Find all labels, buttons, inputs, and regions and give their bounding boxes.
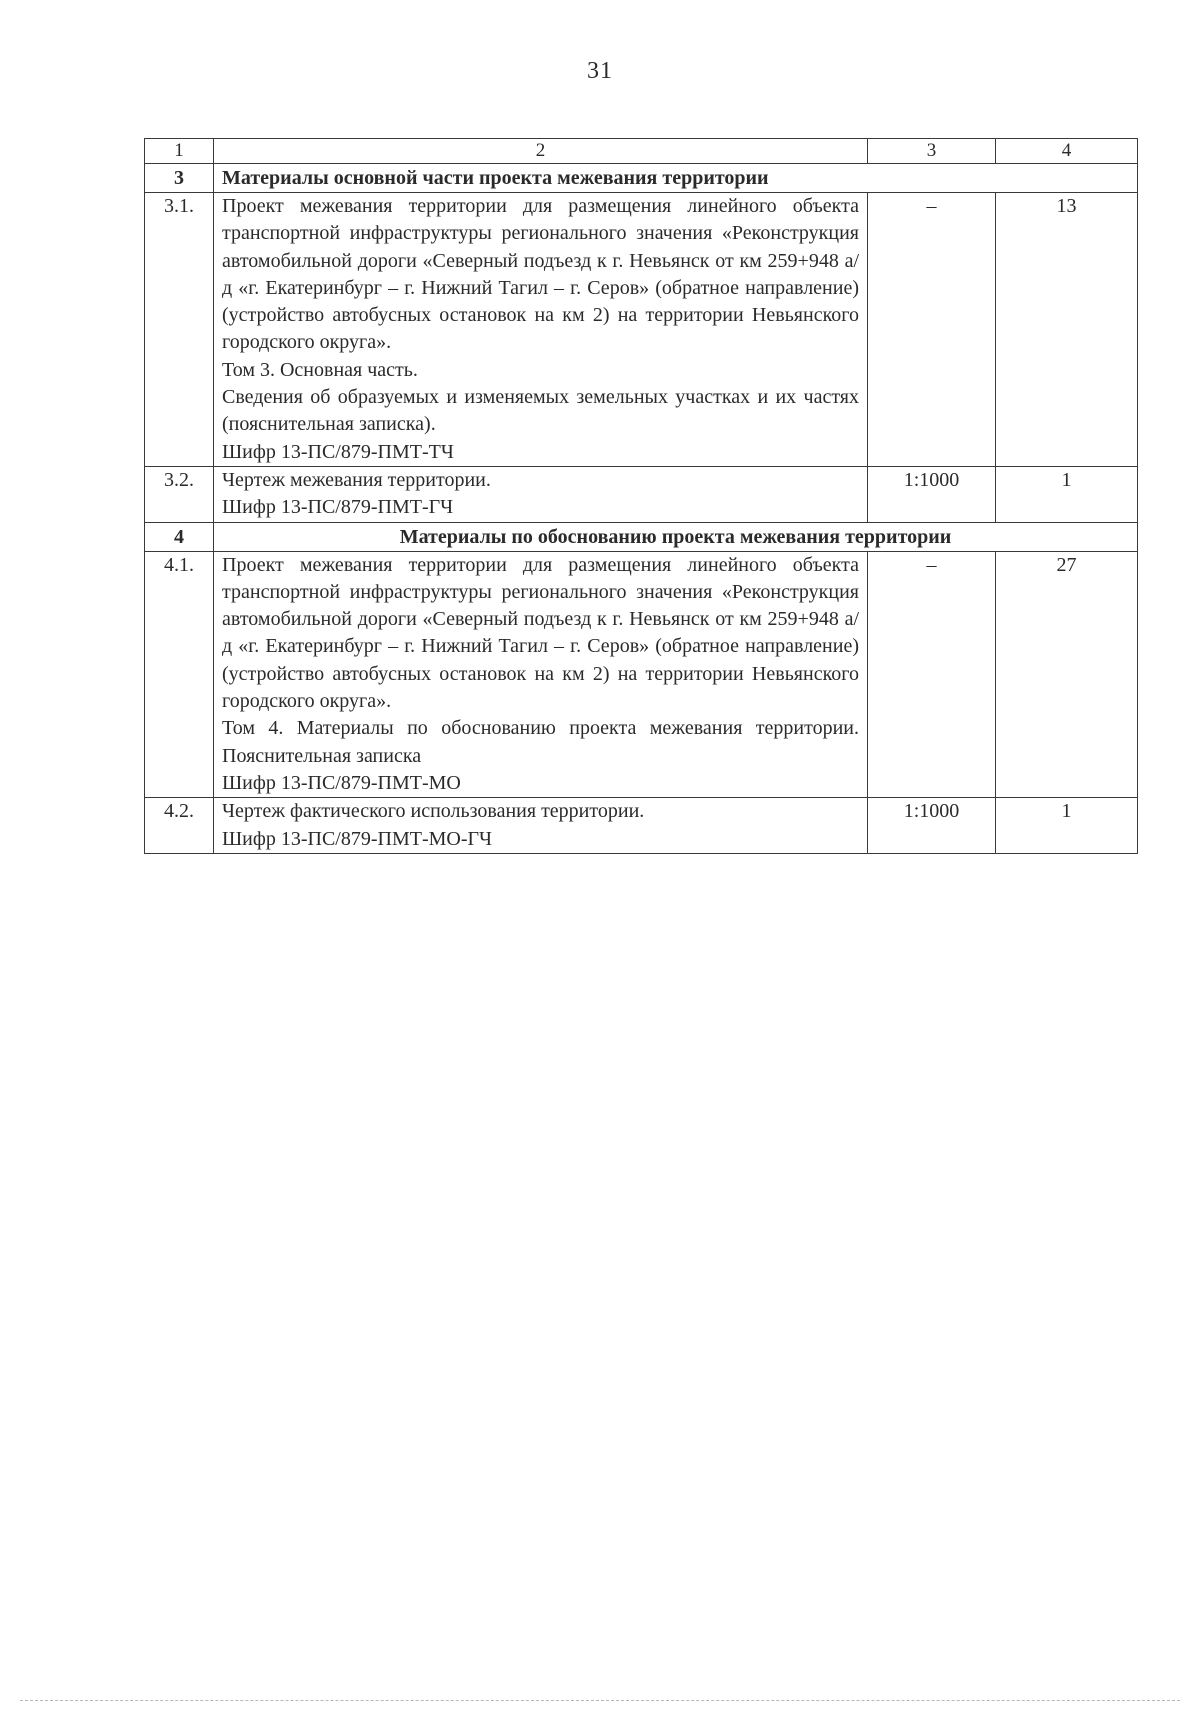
item-number: 4.1. bbox=[145, 551, 214, 798]
scan-edge-divider bbox=[20, 1700, 1180, 1701]
item-sheets: 1 bbox=[996, 798, 1138, 854]
header-col-2: 2 bbox=[214, 139, 868, 164]
table-row-3-1 bbox=[145, 193, 1138, 467]
item-number: 4.2. bbox=[145, 798, 214, 854]
item-description-text: Проект межевания территории для размещения линейного объекта транспортной инфраструктуры регионального значения «Реконструкция автомобильной дороги «Северный подъезд к г. Невьянск от км 259+948 а/д «г. Екатеринбург – г. Нижний Тагил – г. Серов» (обратное направление) (устройство автобусных остановок на км 2) на территории Невьянского городского округа». bbox=[222, 553, 859, 713]
item-description bbox=[214, 193, 868, 467]
section-number: 3 bbox=[145, 164, 214, 193]
header-col-3: 3 bbox=[868, 139, 996, 164]
header-col-1: 1 bbox=[145, 139, 214, 164]
item-sheets: 27 bbox=[996, 551, 1138, 798]
item-subject: Сведения об образуемых и изменяемых земельных участках и их частях (пояснительная записка). bbox=[222, 386, 859, 436]
header-col-4: 4 bbox=[996, 139, 1138, 164]
section-title: Материалы основной части проекта межевания территории bbox=[214, 164, 1138, 193]
item-code: Шифр 13-ПС/879-ПМТ-МО-ГЧ bbox=[222, 827, 493, 850]
documents-table bbox=[144, 138, 1138, 854]
item-description bbox=[214, 466, 868, 522]
item-description-text: Чертеж межевания территории. bbox=[222, 468, 491, 491]
item-volume: Том 4. Материалы по обоснованию проекта межевания территории. Пояснительная записка bbox=[222, 717, 859, 767]
item-number: 3.2. bbox=[145, 466, 214, 522]
item-description-text: Проект межевания территории для размещения линейного объекта транспортной инфраструктуры регионального значения «Реконструкция автомобильной дороги «Северный подъезд к г. Невьянск от км 259+948 а/д «г. Екатеринбург – г. Нижний Тагил – г. Серов» (обратное направление) (устройство автобусных остановок на км 2) на территории Невьянского городского округа». bbox=[222, 195, 859, 354]
table-row-4-1 bbox=[145, 551, 1138, 798]
table-header-row bbox=[145, 139, 1138, 164]
item-number: 3.1. bbox=[145, 193, 214, 467]
item-volume: Том 3. Основная часть. bbox=[222, 358, 418, 381]
item-scale: 1:1000 bbox=[868, 798, 996, 854]
item-code: Шифр 13-ПС/879-ПМТ-ТЧ bbox=[222, 440, 454, 463]
section-row-4 bbox=[145, 522, 1138, 551]
section-number: 4 bbox=[145, 522, 214, 551]
item-scale: – bbox=[868, 193, 996, 467]
item-scale: – bbox=[868, 551, 996, 798]
item-sheets: 1 bbox=[996, 466, 1138, 522]
item-description bbox=[214, 551, 868, 798]
item-sheets: 13 bbox=[996, 193, 1138, 467]
item-description-text: Чертеж фактического использования территории. bbox=[222, 800, 645, 823]
page-number: 31 bbox=[587, 58, 613, 84]
item-scale: 1:1000 bbox=[868, 466, 996, 522]
item-code: Шифр 13-ПС/879-ПМТ-МО bbox=[222, 771, 461, 794]
table-row-4-2 bbox=[145, 798, 1138, 854]
table-row-3-2 bbox=[145, 466, 1138, 522]
section-row-3 bbox=[145, 164, 1138, 193]
item-code: Шифр 13-ПС/879-ПМТ-ГЧ bbox=[222, 496, 454, 519]
section-title: Материалы по обоснованию проекта межевания территории bbox=[214, 522, 1138, 551]
item-description bbox=[214, 798, 868, 854]
